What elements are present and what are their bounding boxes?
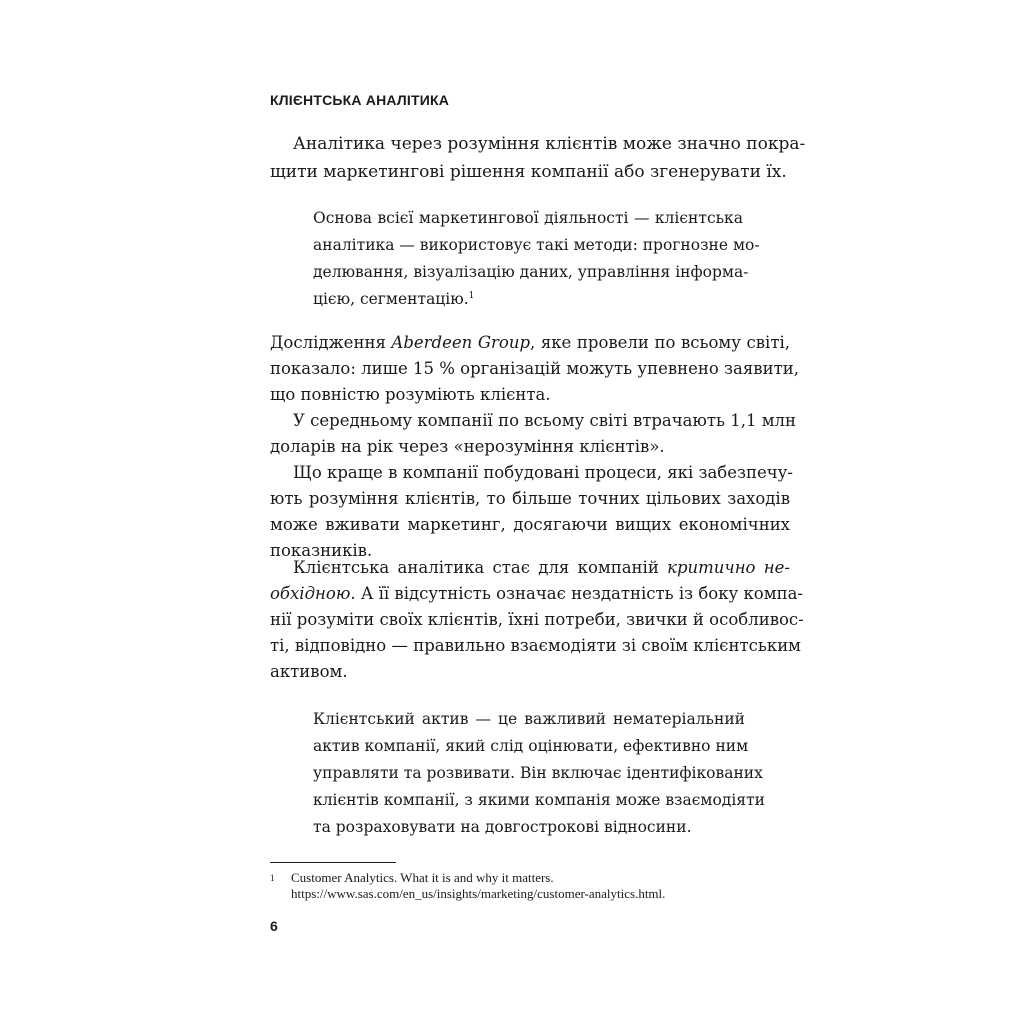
intro-paragraph <box>270 130 806 186</box>
text-run: Клієнтська аналітика стає для компаній <box>293 558 668 577</box>
quote-line: актив компанії, який слід оцінювати, ефективно ним <box>313 737 749 755</box>
footnote-url[interactable]: https://www.sas.com/en_us/insights/marketing/customer-analytics.html. <box>291 886 666 901</box>
quote-line: делювання, візуалізацію даних, управління інформа- <box>313 263 749 281</box>
body-line: показників. <box>270 541 373 560</box>
emphasis: критично не- <box>667 558 790 577</box>
body-line: доларів на рік через «нерозуміння клієнтів». <box>270 437 665 456</box>
quote-line: аналітика — використовує такі методи: прогнозне мо- <box>313 236 760 254</box>
quote-line: клієнтів компанії, з якими компанія може взаємодіяти <box>313 791 765 809</box>
text-run: Дослідження <box>270 333 392 352</box>
quote-block-1 <box>313 205 760 313</box>
page-number: 6 <box>270 918 278 934</box>
body-line <box>270 330 790 356</box>
body-line: може вживати маркетинг, досягаючи вищих економічних <box>270 515 790 534</box>
company-name: Aberdeen Group <box>391 333 531 352</box>
quote-line: Основа всієї маркетингової діяльності — клієнтська <box>313 209 743 227</box>
body-line: У середньому компанії по всьому світі втрачають 1,1 млн <box>293 411 797 430</box>
footnote-title: Customer Analytics. What it is and why it matters. <box>291 870 554 885</box>
intro-line: Аналітика через розуміння клієнтів може значно покра- <box>293 134 806 154</box>
quote-line-text: цією, сегментацію. <box>313 290 469 308</box>
quote-line: Клієнтський актив — це важливий нематеріальний <box>313 710 745 728</box>
quote-line: управляти та розвивати. Він включає ідентифікованих <box>313 764 763 782</box>
body-line: активом. <box>270 662 348 681</box>
body-line <box>270 555 790 581</box>
body-section-2 <box>270 555 804 685</box>
footnote-number: 1 <box>270 873 275 883</box>
body-line: показало: лише 15 % організацій можуть упевнено заявити, <box>270 359 799 378</box>
body-section-1 <box>270 330 799 564</box>
quote-block-2 <box>313 706 765 841</box>
text-run: , яке провели по всьому світі, <box>530 333 790 352</box>
body-line: нії розуміти своїх клієнтів, їхні потреби, звички й особливос- <box>270 610 804 629</box>
body-line: ті, відповідно — правильно взаємодіяти зі своїм клієнтським <box>270 636 802 655</box>
intro-line: щити маркетингові рішення компанії або згенерувати їх. <box>270 162 787 182</box>
running-head: КЛІЄНТСЬКА АНАЛІТИКА <box>270 92 450 108</box>
emphasis: обхідною. <box>270 584 356 603</box>
footnote-ref[interactable]: 1 <box>468 290 475 301</box>
body-line: Що краще в компанії побудовані процеси, які забезпечу- <box>293 463 793 482</box>
body-line: що повністю розуміють клієнта. <box>270 385 551 404</box>
footnote-divider <box>270 862 396 863</box>
quote-line: та розраховувати на довгострокові відносини. <box>313 818 692 836</box>
body-line <box>270 581 803 607</box>
quote-line-last <box>313 286 743 313</box>
text-run: А її відсутність означає нездатність із боку компа- <box>355 584 803 603</box>
body-line: ють розуміння клієнтів, то більше точних цільових заходів <box>270 489 790 508</box>
